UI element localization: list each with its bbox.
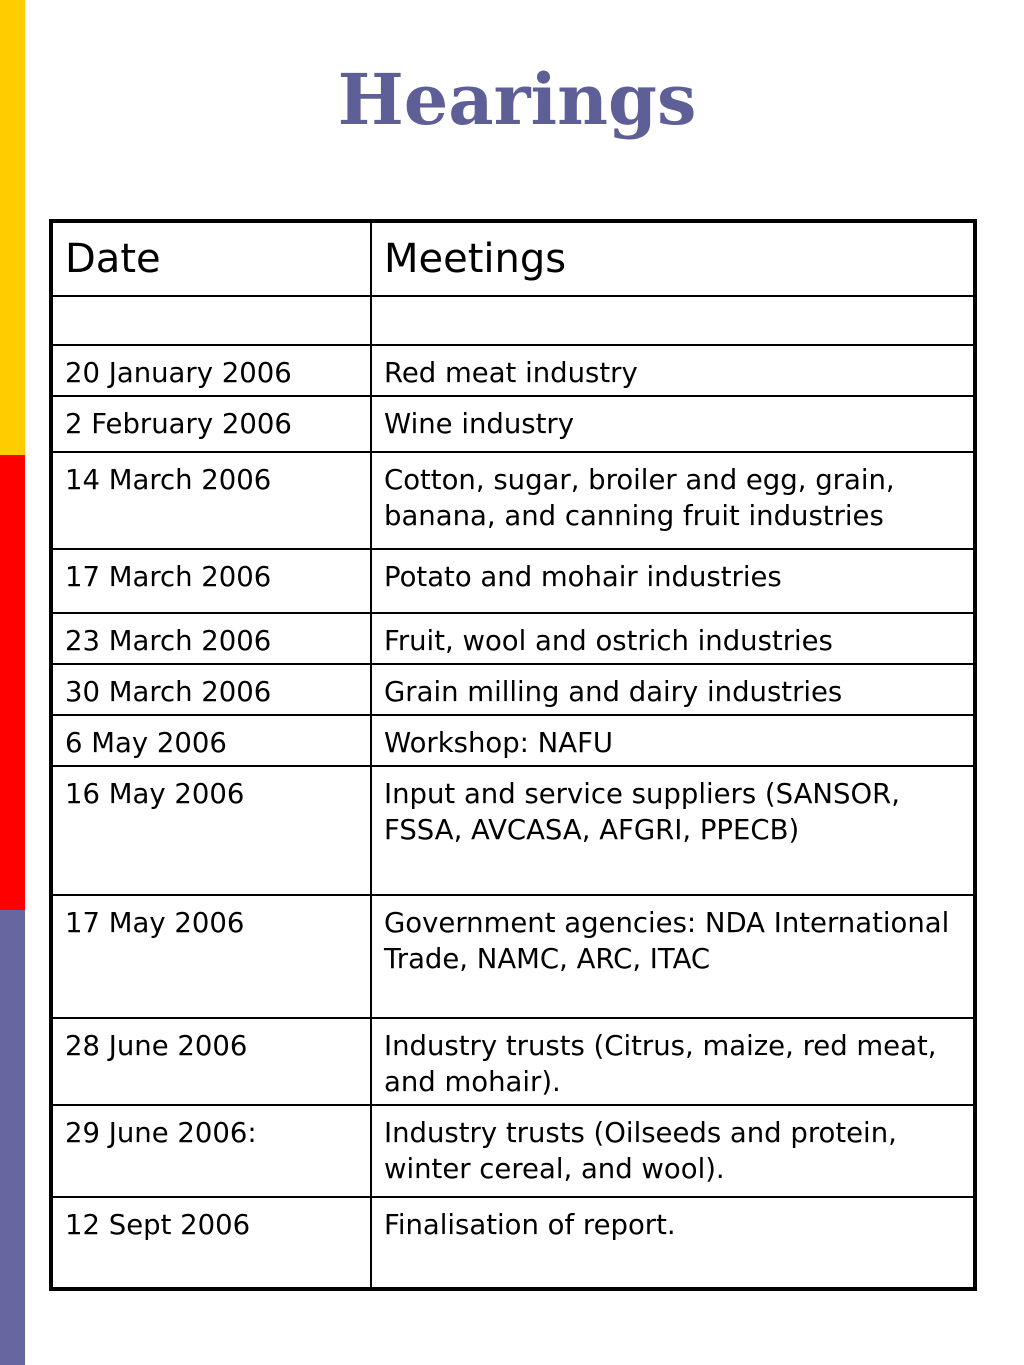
meetings-cell: Fruit, wool and ostrich industries (371, 613, 975, 664)
table-header-row (51, 221, 975, 296)
table-cell-empty (51, 296, 371, 345)
meetings-cell: Workshop: NAFU (371, 715, 975, 766)
column-header-meetings: Meetings (371, 221, 975, 296)
meetings-cell: Government agencies: NDA International Trade, NAMC, ARC, ITAC (371, 895, 975, 1018)
accent-bar-red (0, 455, 25, 910)
date-cell: 2 February 2006 (51, 396, 371, 452)
table-row-empty (51, 296, 975, 345)
date-cell: 16 May 2006 (51, 766, 371, 895)
table-row (51, 345, 975, 396)
table-row (51, 895, 975, 1018)
meetings-cell: Wine industry (371, 396, 975, 452)
meetings-cell: Input and service suppliers (SANSOR, FSSA, AVCASA, AFGRI, PPECB) (371, 766, 975, 895)
meetings-cell: Industry trusts (Oilseeds and protein, winter cereal, and wool). (371, 1105, 975, 1197)
table-row (51, 1105, 975, 1197)
date-cell: 17 May 2006 (51, 895, 371, 1018)
meetings-cell: Industry trusts (Citrus, maize, red meat, and mohair). (371, 1018, 975, 1105)
date-cell: 14 March 2006 (51, 452, 371, 549)
meetings-cell: Potato and mohair industries (371, 549, 975, 613)
table-row (51, 452, 975, 549)
date-cell: 23 March 2006 (51, 613, 371, 664)
date-cell: 30 March 2006 (51, 664, 371, 715)
column-header-date: Date (51, 221, 371, 296)
table-row (51, 715, 975, 766)
hearings-table (49, 219, 977, 1291)
table-row (51, 396, 975, 452)
meetings-cell: Red meat industry (371, 345, 975, 396)
table-row (51, 1018, 975, 1105)
date-cell: 12 Sept 2006 (51, 1197, 371, 1289)
table-row (51, 1197, 975, 1289)
table-row (51, 549, 975, 613)
table-row (51, 664, 975, 715)
meetings-cell: Cotton, sugar, broiler and egg, grain, banana, and canning fruit industries (371, 452, 975, 549)
page-title: Hearings (337, 58, 697, 141)
date-cell: 29 June 2006: (51, 1105, 371, 1197)
accent-bar-purple (0, 910, 25, 1365)
table-row (51, 766, 975, 895)
date-cell: 20 January 2006 (51, 345, 371, 396)
meetings-cell: Finalisation of report. (371, 1197, 975, 1289)
date-cell: 28 June 2006 (51, 1018, 371, 1105)
date-cell: 17 March 2006 (51, 549, 371, 613)
date-cell: 6 May 2006 (51, 715, 371, 766)
meetings-cell: Grain milling and dairy industries (371, 664, 975, 715)
table-row (51, 613, 975, 664)
table-cell-empty (371, 296, 975, 345)
